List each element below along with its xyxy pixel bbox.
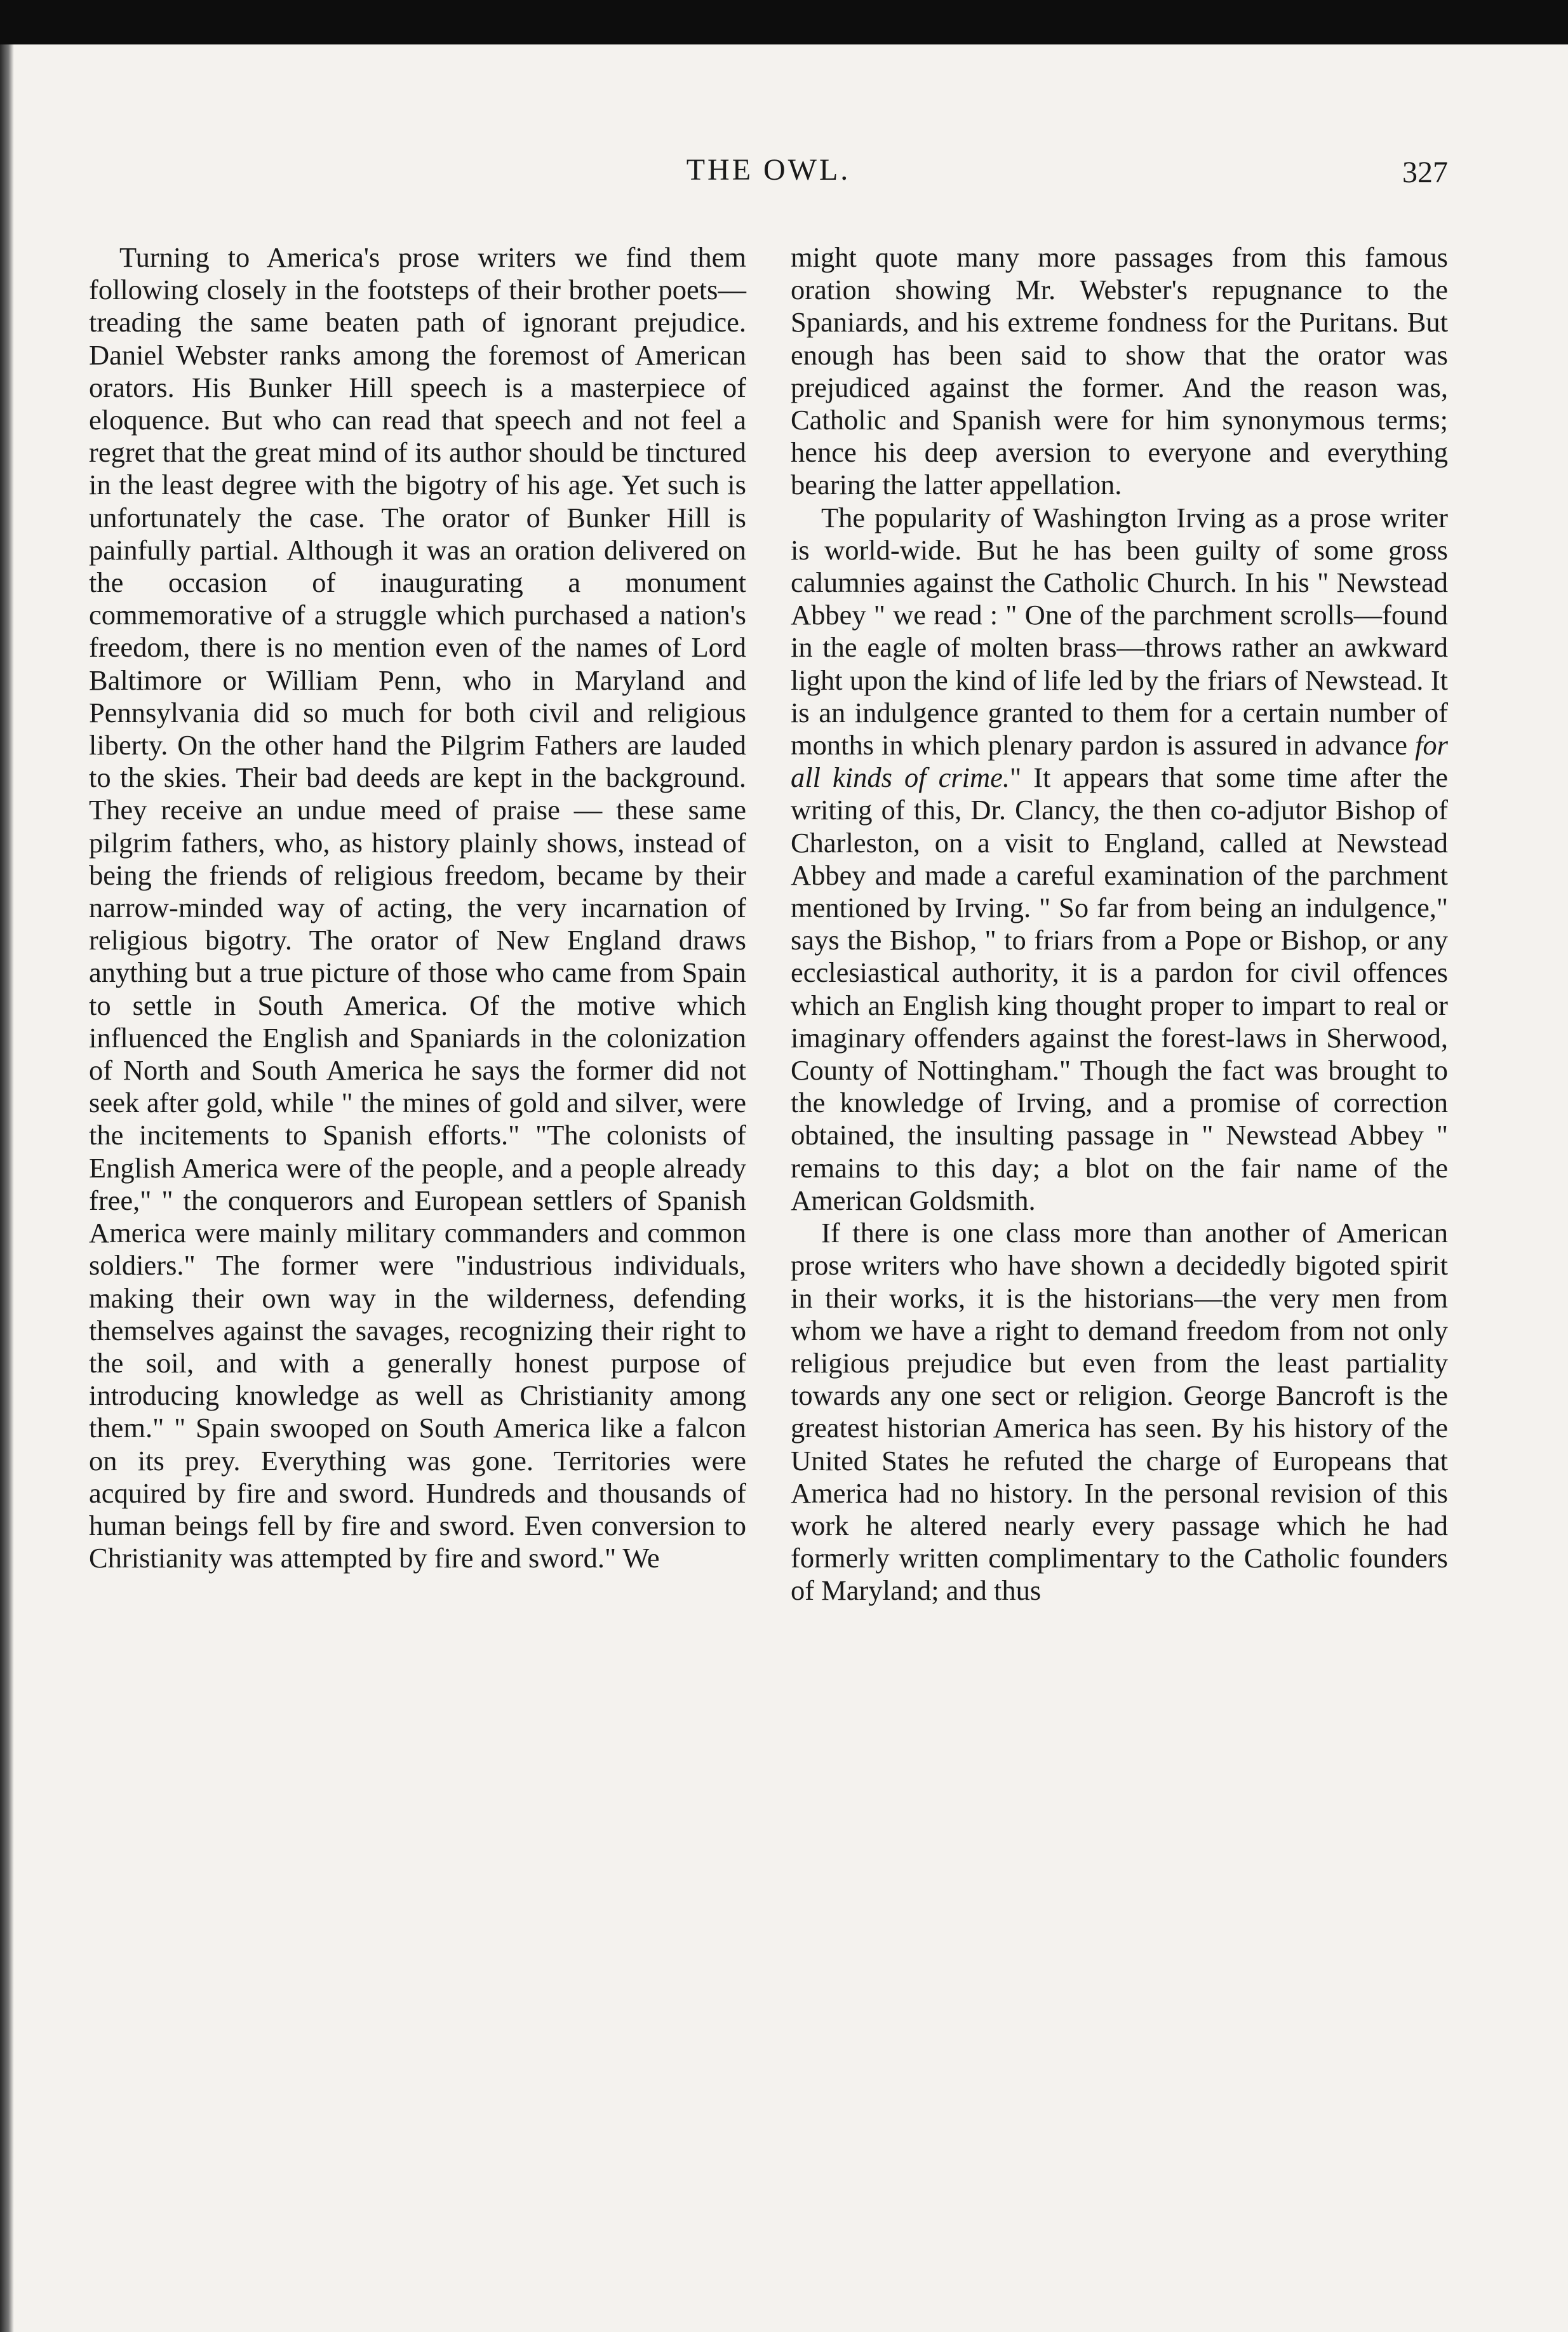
paragraph: If there is one class more than another of American prose writers who have shown a decidedly bigoted spirit in their works, it is the historians—the very men from whom we have a right to demand freedom from not only religious prejudice but even from the least partiality towards any one sect or religion. George Bancroft is the greatest historian America has seen. By his history of the United States he refuted the charge of Europeans that America had no history. In the personal revision of this work he altered nearly every passage which he had formerly written complimentary to the Catholic founders of Maryland; and thus xyxy=(791,1217,1448,1607)
book-page xyxy=(89,146,1448,2280)
scan-left-edge xyxy=(0,44,14,2332)
paragraph-continued: might quote many more passages from this famous oration showing Mr. Webster's repugnance to the Spaniards, and his extreme fondness for the Puritans. But enough has been said to show that the orator was prejudiced against the former. And the reason was, Catholic and Spanish were for him synonymous terms; hence his deep aversion to everyone and everything bearing the latter appellation. xyxy=(791,241,1448,501)
page-header xyxy=(89,146,1448,216)
paragraph: Turning to America's prose writers we find them following closely in the footsteps of their brother poets—treading the same beaten path of ignorant prejudice. Daniel Webster ranks among the foremost of American orators. His Bunker Hill speech is a masterpiece of eloquence. But who can read that speech and not feel a regret that the great mind of its author should be tinctured in the least degree with the bigotry of his age. Yet such is unfortunately the case. The orator of Bunker Hill is painfully partial. Although it was an oration delivered on the occasion of inaugurating a monument commemorative of a struggle which purchased a nation's freedom, there is no mention even of the names of Lord Baltimore or William Penn, who in Maryland and Pennsylvania did so much for both civil and religious liberty. On the other hand the Pilgrim Fathers are lauded to the skies. Their bad deeds are kept in the background. They receive an undue meed of praise — these same pilgrim fathers, who, as history plainly shows, instead of being the friends of religious freedom, became by their narrow-minded way of acting, the very incarnation of religious bigotry. The orator of New England draws anything but a true picture of those who came from Spain to settle in South America. Of the motive which influenced the English and Spaniards in the colonization of North and South America he says the former did not seek after gold, while " the mines of gold and silver, were the incitements to Spanish efforts." "The colonists of English America were of the people, and a people already free," " the conquerors and European settlers of Spanish America were mainly military commanders and common soldiers." The former were "industrious individuals, making their own way in the wilderness, defending themselves against the savages, recognizing their right to the soil, and with a generally honest purpose of introducing knowledge as well as Christianity among them." " Spain swooped on South America like a falcon on its prey. Everything was gone. Territories were acquired by fire and sword. Hundreds and thousands of human beings fell by fire and sword. Even conversion to Christianity was attempted by fire and sword." We xyxy=(89,241,746,1574)
running-head: THE OWL. xyxy=(686,153,851,187)
page-number: 327 xyxy=(1402,156,1448,189)
paragraph xyxy=(791,502,1448,1217)
right-column xyxy=(791,241,1448,2261)
italic-quote: for all kinds of crime. xyxy=(791,729,1448,794)
left-column xyxy=(89,241,746,2261)
text-columns xyxy=(89,241,1448,2261)
scan-top-border xyxy=(0,0,1568,44)
paragraph-text: " It appears that some time after the writing of this, Dr. Clancy, the then co-adjutor Bishop of Charleston, on a visit to England, called at Newstead Abbey and made a careful examination of the parchment mentioned by Irving. " So far from being an indulgence," says the Bishop, " to friars from a Pope or Bishop, or any ecclesiastical authority, it is a pardon for civil offences which an English king thought proper to impart to real or imaginary offenders against the forest-laws in Sherwood, County of Nottingham." Though the fact was brought to the knowledge of Irving, and a promise of correction obtained, the insulting passage in " Newstead Abbey " remains to this day; a blot on the fair name of the American Goldsmith. xyxy=(791,761,1449,1216)
paragraph-text: The popularity of Washington Irving as a prose writer is world-wide. But he has been guilty of some gross calumnies against the Catholic Church. In his " Newstead Abbey " we read : " One of the parchment scrolls—found in the eagle of molten brass—throws rather an awkward light upon the kind of life led by the friars of Newstead. It is an indulgence granted to them for a certain number of months in which plenary pardon is assured in advance xyxy=(791,501,1448,761)
